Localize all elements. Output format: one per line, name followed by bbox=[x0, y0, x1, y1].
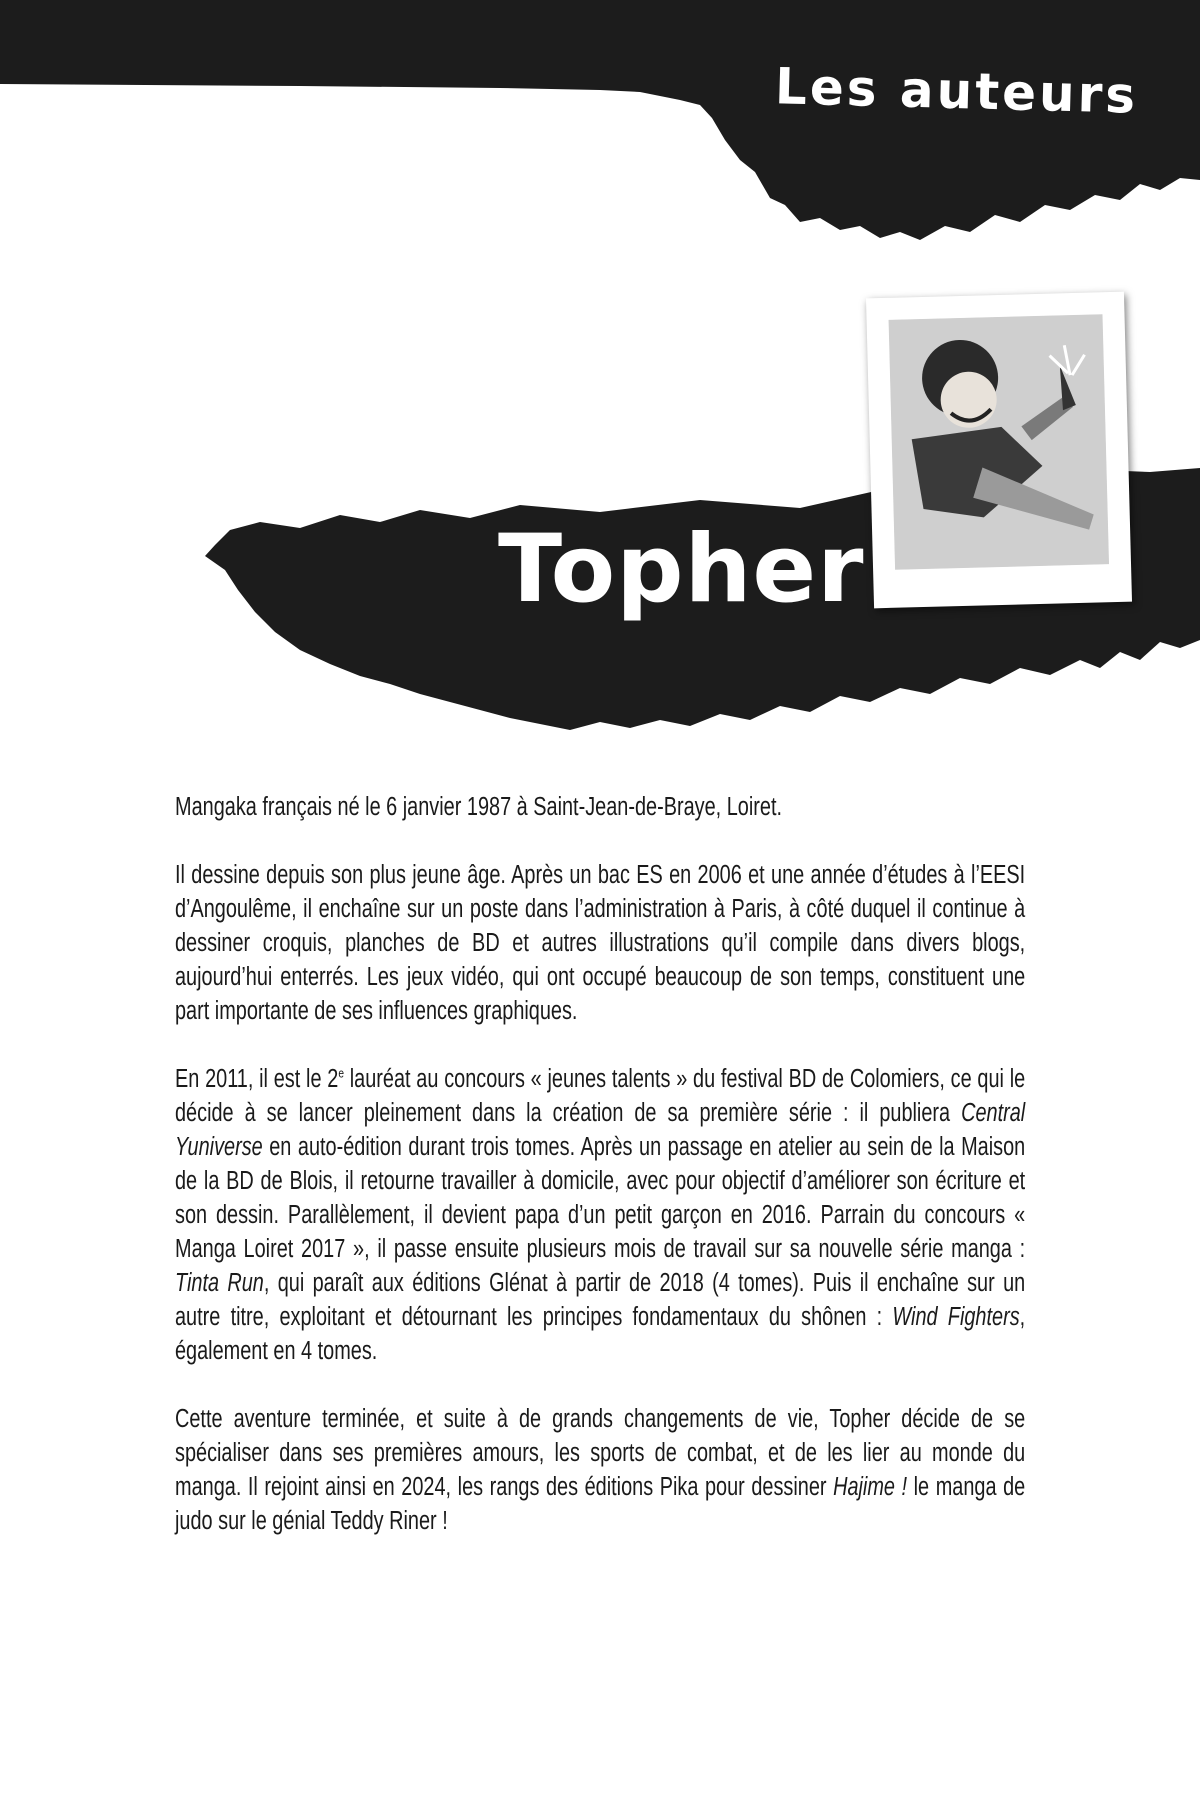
bio-text: e bbox=[338, 1065, 344, 1081]
author-photo bbox=[866, 292, 1132, 609]
bio-text: Il dessine depuis son plus jeune âge. Après un bac ES en 2006 et une année d’études à l’EESI d’Angoulême, il enchaîne sur un poste dans l’administration à Paris, à côté duquel il continue à dessiner croquis, planches de BD et autres illustrations qu’il compile dans divers blogs, aujourd’hui enterrés. Les jeux vidéo, qui ont occupé beaucoup de son temps, constituent une part importante de ses influences graphiques. bbox=[175, 861, 1026, 1025]
bio-paragraph bbox=[175, 1402, 1025, 1538]
bio-text: , également en 4 tomes. bbox=[175, 1303, 1026, 1365]
bio-text: Cette aventure terminée, et suite à de grands changements de vie, Topher décide de se spécialiser dans ses premières amours, les sports de combat, et de les lier au monde du manga. Il rejoint ainsi en 2024, les rangs des éditions Pika pour dessiner bbox=[175, 1405, 1026, 1501]
work-title: Hajime ! bbox=[833, 1473, 908, 1501]
bio-paragraph bbox=[175, 1062, 1025, 1368]
bio-text: Mangaka français né le 6 janvier 1987 à Saint-Jean-de-Braye, Loiret. bbox=[175, 793, 782, 821]
bio-text: En 2011, il est le 2 bbox=[175, 1065, 339, 1093]
work-title: Tinta Run bbox=[175, 1269, 264, 1297]
bio-text: en auto-édition durant trois tomes. Après un passage en atelier au sein de la Maison de la BD de Blois, il retourne travailler à domicile, avec pour objectif d’améliorer son écriture et son dessin. Parallèlement, il devient papa d’un petit garçon en 2016. Parrain du concours « Manga Loiret 2017 », il passe ensuite plusieurs mois de travail sur sa nouvelle série manga : bbox=[175, 1133, 1026, 1263]
bio-paragraph bbox=[175, 858, 1025, 1028]
work-title: Wind Fighters bbox=[892, 1303, 1020, 1331]
author-biography bbox=[175, 790, 1025, 1572]
author-caricature-icon bbox=[889, 314, 1109, 570]
bio-text: , qui paraît aux éditions Glénat à partir de 2018 (4 tomes). Puis il enchaîne sur un autre titre, exploitant et détournant les principes fondamentaux du shônen : bbox=[175, 1269, 1026, 1331]
bio-paragraph bbox=[175, 790, 1025, 824]
section-title: Les auteurs bbox=[774, 57, 1139, 125]
bio-text: lauréat au concours « jeunes talents » du festival BD de Colomiers, ce qui le décide à se lancer pleinement dans la création de sa première série : il publiera bbox=[175, 1065, 1026, 1127]
bio-text: le manga de judo sur le génial Teddy Riner ! bbox=[175, 1473, 1026, 1535]
author-name: Topher bbox=[498, 515, 865, 624]
work-title: Central Yuniverse bbox=[175, 1099, 1026, 1161]
